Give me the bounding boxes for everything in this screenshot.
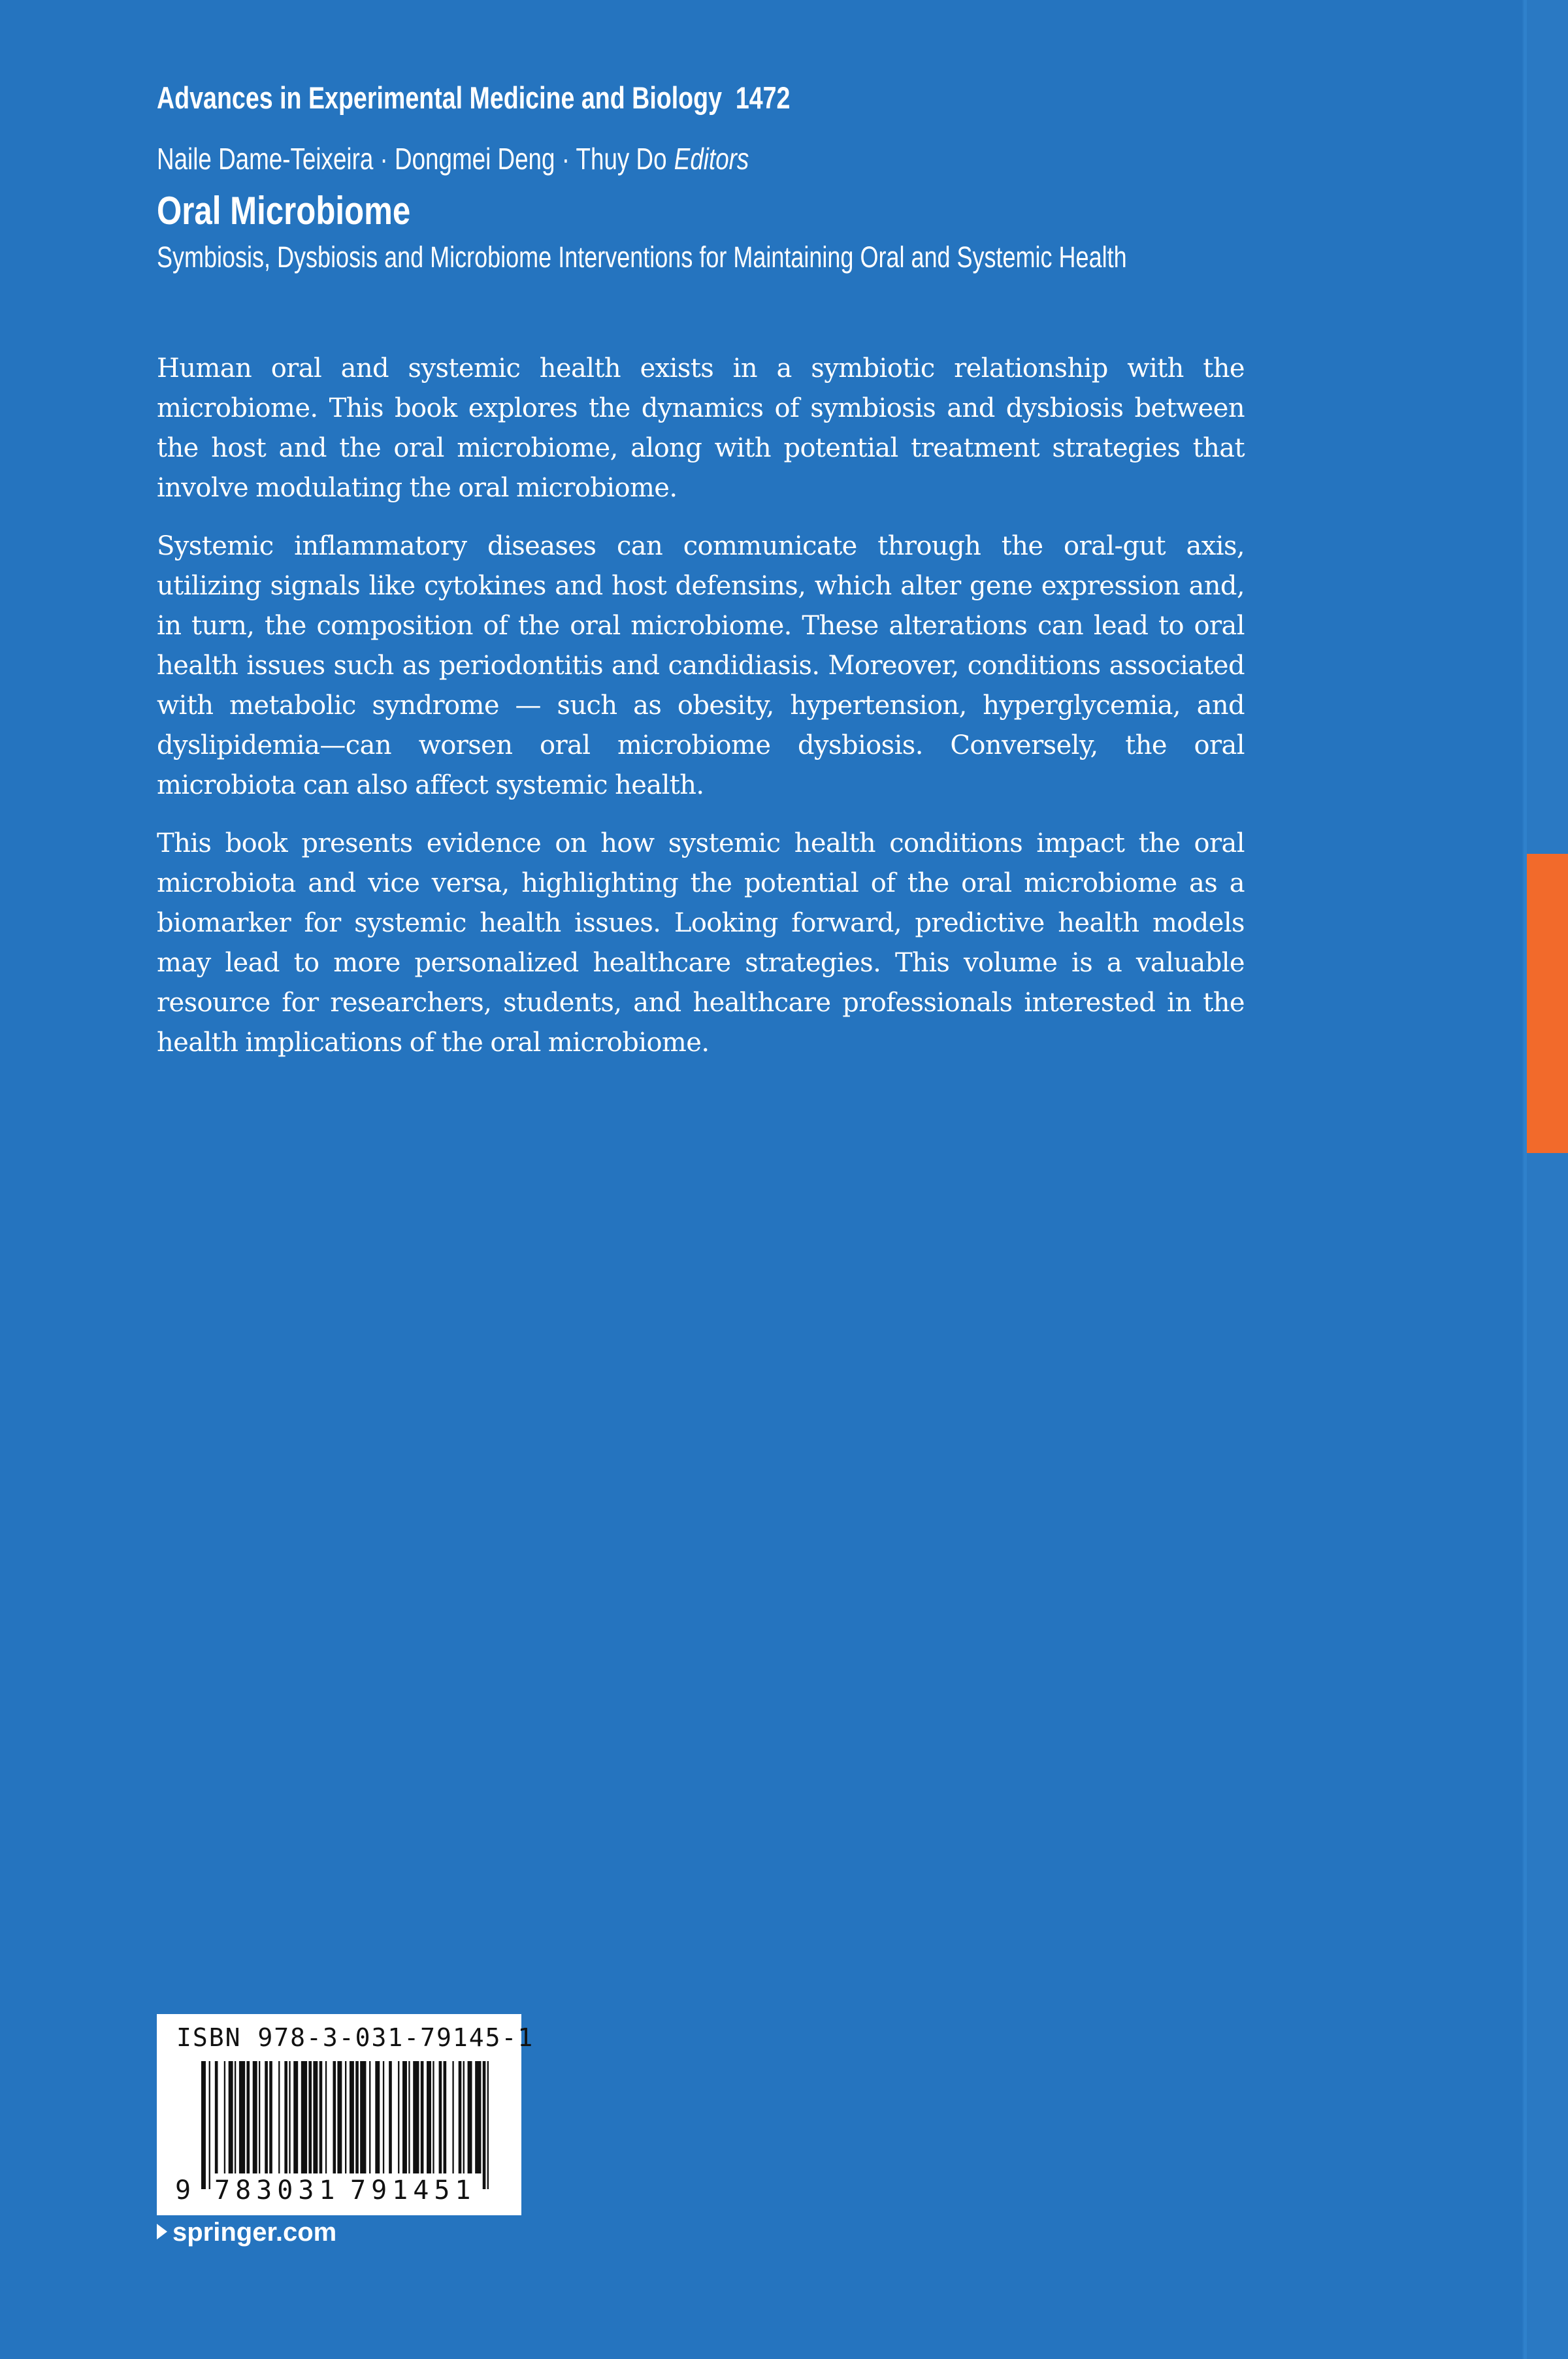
description-paragraph: Human oral and systemic health exists in a symbiotic relationship with the microbiome. This book explores the dynamics of symbiosis and dysbiosis between the host and the oral microbiome, along with potential treatment strategies that involve modulating the oral microbiome. (157, 353, 1245, 503)
barcode-bar (483, 2061, 486, 2189)
triangle-arrow-icon (157, 2224, 167, 2239)
barcode-bar (433, 2061, 434, 2173)
barcode-bar (369, 2061, 370, 2173)
barcode-bar (253, 2061, 257, 2173)
barcode-bar (246, 2061, 250, 2173)
barcode-bar (413, 2061, 419, 2173)
barcode-bar (284, 2061, 287, 2173)
barcode-bar (421, 2061, 424, 2173)
barcode-bar (398, 2061, 399, 2173)
barcode-bar (375, 2061, 380, 2173)
barcode-bar (468, 2061, 472, 2173)
accent-tab (1527, 854, 1568, 1153)
book-title: Oral Microbiome (157, 189, 411, 233)
barcode-bar (215, 2061, 218, 2173)
series-line (157, 80, 790, 116)
barcode-bar (475, 2061, 481, 2173)
barcode-bar (439, 2061, 442, 2173)
barcode-bar (463, 2061, 465, 2173)
spine-edge (1522, 0, 1568, 2359)
barcode-bar (313, 2061, 318, 2173)
publisher-url: springer.com (172, 2218, 337, 2247)
barcode-bar (487, 2061, 489, 2189)
description-paragraph: This book presents evidence on how systemic health conditions impact the oral microbiota and vice versa, highlighting the potential of the oral microbiome as a biomarker for systemic health issues. Looking forward, predictive health models may lead to more personalized healthcare strategies. This volume is a valuable resource for researchers, students, and healthcare professionals interested in the health implications of the oral microbiome. (157, 828, 1245, 1058)
description (157, 349, 1245, 1081)
barcode-bar (402, 2061, 407, 2173)
barcode-bar (235, 2061, 236, 2173)
barcode-bar (325, 2061, 327, 2173)
barcode-digits-left: 783031 (214, 2173, 340, 2207)
barcode-bar (383, 2061, 384, 2173)
publisher-link[interactable] (157, 2218, 336, 2247)
editors-role: Editors (674, 142, 749, 176)
barcode-bar (301, 2061, 307, 2173)
barcode-digits-right: 791451 (350, 2173, 476, 2207)
book-subtitle: Symbiosis, Dysbiosis and Microbiome Interventions for Maintaining Oral and Systemic Health (157, 240, 1127, 274)
barcode-bar (229, 2061, 233, 2173)
barcode-bar (452, 2061, 453, 2173)
barcode-bar (355, 2061, 359, 2173)
barcode-bar (345, 2061, 346, 2173)
barcode-bar (444, 2061, 447, 2173)
barcode-bar (333, 2061, 336, 2173)
barcode-bar (209, 2061, 210, 2189)
barcode-bar (289, 2061, 290, 2189)
barcode-bar (360, 2061, 366, 2173)
barcode-bar (319, 2061, 323, 2173)
spine-edge-line (1524, 0, 1527, 2359)
barcode-bar (427, 2061, 431, 2173)
barcode-bar (350, 2061, 354, 2173)
barcode-bar (269, 2061, 272, 2173)
barcode-bars (201, 2061, 489, 2189)
isbn-barcode (157, 2014, 534, 2215)
barcode-bar (293, 2061, 298, 2189)
barcode-bar (389, 2061, 392, 2173)
barcode-bar (408, 2061, 410, 2173)
series-volume: 1472 (735, 80, 791, 115)
barcode-bar (265, 2061, 268, 2173)
barcode-bar (308, 2061, 312, 2173)
barcode-bar (224, 2061, 225, 2173)
description-paragraph: Systemic inflammatory diseases can communicate through the oral-gut axis, utilizing signals like cytokines and host defensins, which alter gene expression and, in turn, the composition of the oral microbiome. These alterations can lead to oral health issues such as periodontitis and candidiasis. Moreover, conditions associated with metabolic syndrome — such as obesity, hypertension, hyperglycemia, and dyslipidemia—can worsen oral microbiome dysbiosis. Conversely, the oral microbiota can also affect systemic health. (157, 531, 1245, 800)
editor-names: Naile Dame-Teixeira · Dongmei Deng · Thuy Do (157, 142, 667, 176)
barcode-bar (259, 2061, 260, 2173)
barcode-bar (337, 2061, 342, 2173)
isbn-label: ISBN 978-3-031-79145-1 (176, 2023, 534, 2052)
editors-line (157, 141, 749, 176)
barcode-digit-first: 9 (175, 2173, 196, 2207)
barcode-bar (459, 2061, 462, 2173)
barcode-bar (201, 2061, 206, 2189)
barcode-bar (278, 2061, 280, 2173)
barcode-bar (239, 2061, 245, 2173)
series-name: Advances in Experimental Medicine and Biology (157, 80, 723, 115)
